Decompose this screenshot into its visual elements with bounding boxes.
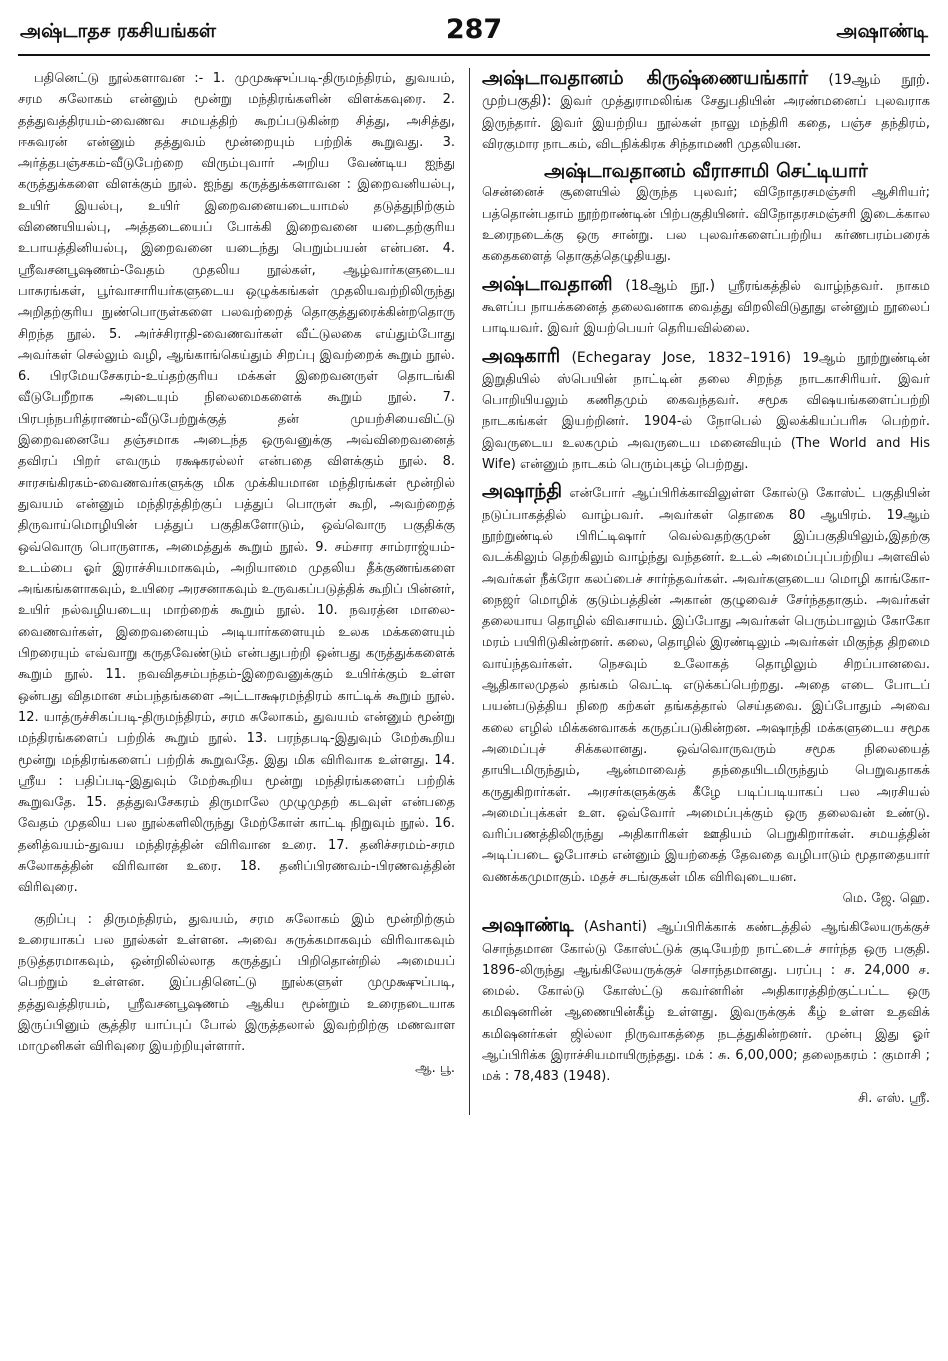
author-signature: சி. எஸ். ஸ்ரீ.: [858, 1090, 930, 1106]
entry-title: அஷ்டாவதானம் வீராசாமி செட்டியார்: [544, 160, 868, 183]
entry-subtitle: (19ஆம் நூற். முற்பகுதி):: [482, 72, 930, 110]
entry-veerasami-chettiyar: [482, 161, 930, 267]
page-header: [18, 14, 930, 56]
entry-ashanthi-people: [482, 481, 930, 909]
author-signature: மெ. ஜே. ஹெ.: [842, 890, 930, 906]
author-signature: ஆ. பூ.: [415, 1060, 455, 1076]
entry-body: என்போர் ஆப்பிரிக்காவிலுள்ள கோல்டு கோஸ்ட் பகுதியின் நடுப்பாகத்தில் வாழ்பவர். அவர்கள் தொகை 80 ஆயிரம். 19ஆம் நூற்றுண்டில் பிரிட்டிஷார் வெல்வதற்குமுன் இப்பகுதியிலும்,இதற்கு வடக்கிலும் தெற்கிலும் வாழ்ந்து வந்தனர். உடல் அமைப்புப்பற்றிய அளவில் அவர்கள் நீக்ரோ கலப்பைச் சார்ந்தவர்கள். அவர்களுடைய மொழி காங்கோ-நைஜர் மொழிக் குடும்பத்தின் அகான் குழுவைச் சேர்ந்ததாகும். அவர்கள் தலையாய தொழில் விவசாயம். இப்போது அவர்கள் பெரும்பாலும் கோகோ மரம் பயிரிடுகின்றனர். கலை, தொழில் இரண்டிலும் அவர்கள் மிகுந்த திறமை வாய்ந்தவர்கள். நெசவும் உலோகத் தொழிலும் சிறப்பானவை. ஆதிகாலமுதல் தங்கம் வெட்டி எடுக்கப்பெற்றது. அதை எடை போடப் பயன்படுத்திய நிறை கற்கள் தங்கத்தால் செய்தவை. இப்போதும் அவை கலை எழில் மிக்கனவாகக் கருதப்படுகின்றன. அஷாந்தி மக்களுடைய சமூக அமைப்புச் சிக்கலானது. ஒவ்வொருவரும் சமூக நிலையைத் தாயிடமிருந்தும், ஆன்மாவைத் தந்தையிடமிருந்தும் பெறுவதாகக் கருதுகிறார்கள். அரசர்களுக்குக் கீழே படிப்படியாகப் பல அரசியல் அமைப்புக்கள் உள. ஒவ்வோர் அமைப்புக்கும் ஒரு தலைவன் உண்டு. வரிப்பணத்திலிருந்து அதிகாரிகள் ஊதியம் பெறுகிறார்கள். சமயத்தின் அடிப்படை ஓபோசம் என்னும் இயற்கைத் தேவதை வழிபாடும் மூதாதையார் வணக்கமுமாகும். மதச் சடங்குகள் மிக விரிவுடையன.: [482, 486, 930, 885]
entry-title: அஷ்டாவதானம் கிருஷ்ணையங்கார்: [482, 67, 809, 89]
entry-ashtavadhani: [482, 274, 930, 340]
entry-title: அஷகாரி: [482, 344, 561, 367]
ashtadasa-entry-text: பதினெட்டு நூல்களாவன :- 1. முமுக்ஷுப்படி-திருமந்திரம், துவயம், சரம சுலோகம் என்னும் மூன்று மந்திரங்களின் விளக்கவுரை. 2. தத்துவத்திரயம்-வைணவ சமயத்திற் கூறப்படுகின்ற சித்து, அசித்து, ஈசுவரன் என்னும் தத்துவம் மூன்றையும் பற்றிக் கூறுவது. 3. அர்த்தபஞ்சகம்-வீடுபேற்றை விரும்புவார் அறிய வேண்டிய ஐந்து கருத்துக்களை விளக்கும் நூல். ஐந்து கருத்துக்களாவன : இறைவனியல்பு, உயிர் இயல்பு, உயிர் இறைவனையடையாமல் தடுத்துநிற்கும் விணையியல்பு, அத்தடையைப் போக்கி இறைவனை யடைதற்குரிய உபாயத்தினியல்பு, இறைவனை யடைந்து பெறும்பயன் என்பன. 4. ஸ்ரீவசனபூஷணம்-வேதம் முதலிய நூல்கள், ஆழ்வார்களுடைய பாசுரங்கள், பூர்வாசாரியர்களுடைய ஒழுக்கங்கள் முதலியவற்றிலிருந்து அறிதற்குரிய நுண்பொருள்களை பலவற்றைத் தொகுத்துரைக்கின்றதொரு சிறந்த நூல். 5. அர்ச்சிராதி-வைணவர்கள் வீட்டுலகை எய்தும்போது அவர்கள் செல்லும் வழி, ஆங்காங்கெய்தும் சிறப்பு இவற்றைக் கூறும் நூல். 6. பிரமேயசேகரம்-உய்தற்குரிய மக்கள் இறைவனருள் தொடங்கி வீடுபேறீறாக அடையும் நிலைமைகளைக் கூறும் நூல். 7. பிரபந்நபரித்ராணம்-வீடுபேற்றுக்குத் தன் முயற்சியைவிட்டு இறைவனையே தஞ்சமாக அடைந்த ஒருவனுக்கு அவ்விறைவனைத் தவிரப் பிறர் எவரும் ரக்ஷகரல்லர் என்பதை விளக்கும் நூல். 8. சாரசங்கிரகம்-வைணவர்களுக்கு மிக முக்கியமான மந்திரங்கள் மூன்றில் துவயம் என்னும் மந்திரத்திற்குப் பத்துப் பொருள் கூறி, அவற்றைத் திருவாய்மொழியின் பத்துப் பகுதிகளோடும், ஒவ்வொரு பகுதிக்கு ஒவ்வொரு பொருளாக, அமைத்துக் கூறும் நூல். 9. சம்சார சாம்ராஜ்யம்-உடம்பை ஓர் இராச்சியமாகவும், அறியாமை முதலிய தீக்குணங்களை அங்கங்களாகவும், உயிரை அரசனாகவும் உருவகப்படுத்திக் கூறிப் பின்னர், உயிர் நல்வழியடையு மாற்றைக் கூறும் நூல். 10. நவரத்ன மாலை-வைணவர்கள், இறைவனையும் அடியார்களையும் உலக மக்களையும் பிறரையும் எவ்வாறு கருதவேண்டும் என்பதுபற்றி ஒன்பது கருத்துக்களைக் கூறும் நூல். 11. நவவிதசம்பந்தம்-இறைவனுக்கும் உயிர்க்கும் உள்ள ஒன்பது விதமான சம்பந்தங்களை அட்டாக்ஷரமந்திரம் காட்டிக் கூறும் நூல். 12. யாத்ருச்சிகப்படி-திருமந்திரம், சரம சுலோகம், துவயம் என்னும் மூன்று மந்திரங்களைப் பற்றிக் கூறும் நூல். 13. பரந்தபடி-இதுவும் மேற்கூறிய மூன்று மந்திரங்களைப் பற்றிக் கூறுவதே. இது மிக விரிவாக உள்ளது. 14. ஸ்ரீய : பதிப்படி-இதுவும் மேற்கூறிய மூன்று மந்திரங்களைப் பற்றிக் கூறுவதே. 15. தத்துவசேகரம் திருமாலே முழுமுதற் கடவுள் என்பதை வேதம் முதலிய பல நூல்களிலிருந்து மேற்கோள் காட்டி நிறுவும் நூல். 16. தனித்வயம்-துவய மந்திரத்தின் விரிவான உரை. 17. தனிச்சரமம்-சரம சுலோகத்தின் விரிவான உரை. 18. தனிப்பிரணவம்-பிரணவத்தின் விரிவுரை.: [18, 71, 455, 896]
entry-body: 19ஆம் நூற்றுண்டின் இறுதியில் ஸ்பெயின் நாட்டின் தலை சிறந்த நாடகாசிரியர். இவர் பொறியியலும் கணிதமும் கைவந்தவர். சமூக விஷயங்களைப்பற்றி நாடகங்கள் இயற்றினர். 1904-ல் நோபெல் இலக்கியப்பரிசு பெற்றர். இவருடைய உலகமும் அவருடைய மனைவியும் (The World and His Wife) என்னும் நாடகம் பெரும்புகழ் பெற்றது.: [482, 350, 930, 473]
entry-title: அஷ்டாவதானி: [482, 272, 613, 295]
entry-subtitle: (Echegaray Jose, 1832–1916): [571, 349, 792, 366]
running-head-right: அஷாண்டி: [836, 20, 928, 42]
two-column-body: [18, 68, 930, 1115]
entry-title: அஷாண்டி: [482, 914, 574, 937]
left-column: [18, 68, 470, 1115]
entry-title: அஷாந்தி: [482, 480, 563, 503]
entry-body: இவர் முத்துராமலிங்க சேதுபதியின் அரண்மனைப் புலவராக இருந்தார். இவர் இயற்றிய நூல்கள் நாலு மந்திரி கதை, பஞ்ச தந்திரம், விரகுமார நாடகம், விடநிக்கிரக சிந்தாமணி முதலியன.: [482, 94, 930, 152]
running-head-left: அஷ்டாதச ரகசியங்கள்: [20, 20, 217, 42]
entry-subtitle: (18ஆம் நூ.): [625, 277, 716, 294]
entry-krishnaiyangar: [482, 68, 930, 155]
entry-ashanti-region: [482, 915, 930, 1109]
entry-echegaray: [482, 346, 930, 476]
entry-body: சென்னைச் சூளையில் இருந்த புலவர்; விநோதரசமஞ்சரி ஆசிரியர்; பத்தொன்பதாம் நூற்றாண்டின் பிற்பகுதியினர். விநோதரசமஞ்சரி இடைக்கால உரைநடைக்கு ஒரு சான்று. பல புலவர்களைப்பற்றிய கர்ணபரம்பரைக் கதைகளைத் தொகுத்தெழுதியது.: [482, 185, 930, 265]
page-number: 287: [445, 14, 503, 45]
entry-subtitle: (Ashanti): [583, 919, 648, 936]
entry-body: ஸ்ரீரங்கத்தில் வாழ்ந்தவர். நாகம கூளப்ப நாயக்கனைத் தலைவனாக வைத்து விறலிவிடுதூது என்னும் நூலைப் பாடியவர். இவர் இயற்பெயர் தெரியவில்லை.: [482, 278, 930, 337]
right-column: [470, 68, 930, 1115]
note-paragraph: குறிப்பு : திருமந்திரம், துவயம், சரம சுலோகம் இம் மூன்றிற்கும் உரையாகப் பல நூல்கள் உள்ளன. அவை சுருக்கமாகவும் விரிவாகவும் நடுத்தரமாகவும், ஒன்றிலில்லாத கருத்துப் பிறிதொன்றில் அமையப் பெற்றும் உள்ளன. இப்பதினெட்டு நூல்களுள் முமுக்ஷுப்படி, தத்துவத்திரயம், ஸ்ரீவசனபூஷணம் ஆகிய மூன்றும் உரைநடையாக இருப்பினும் சூத்திர யாப்புப் போல் இருத்தலால் இவற்றிற்கு மணவாள மாமுனிகள் விரிவுரை இயற்றியுள்ளார்.: [18, 911, 455, 1055]
entry-body: ஆப்பிரிக்காக் கண்டத்தில் ஆங்கிலேயருக்குச் சொந்தமான கோல்டு கோஸ்ட்டுக் குடியேற்ற நாட்டைச் சார்ந்த ஒரு பகுதி. 1896-லிருந்து ஆங்கிலேயருக்குச் சொந்தமானது. பரப்பு : ச. 24,000 ச. மைல். கோல்டு கோஸ்ட்டு கவர்னரின் அதிகாரத்திற்குட்பட்ட ஒரு கமிஷனரின் ஆணையின்கீழ் உள்ளது. இவருக்குக் கீழ் உள்ள உதவிக் கமிஷனர்கள் ஜில்லா நிருவாகத்தை நடத்துகின்றனர். முன்பு இது ஓர் ஆப்பிரிக்க இராச்சியமாயிருந்தது. மக் : சு. 6,00,000; தலைநகரம் : குமாசி ; மக் : 78,483 (1948).: [482, 920, 930, 1085]
